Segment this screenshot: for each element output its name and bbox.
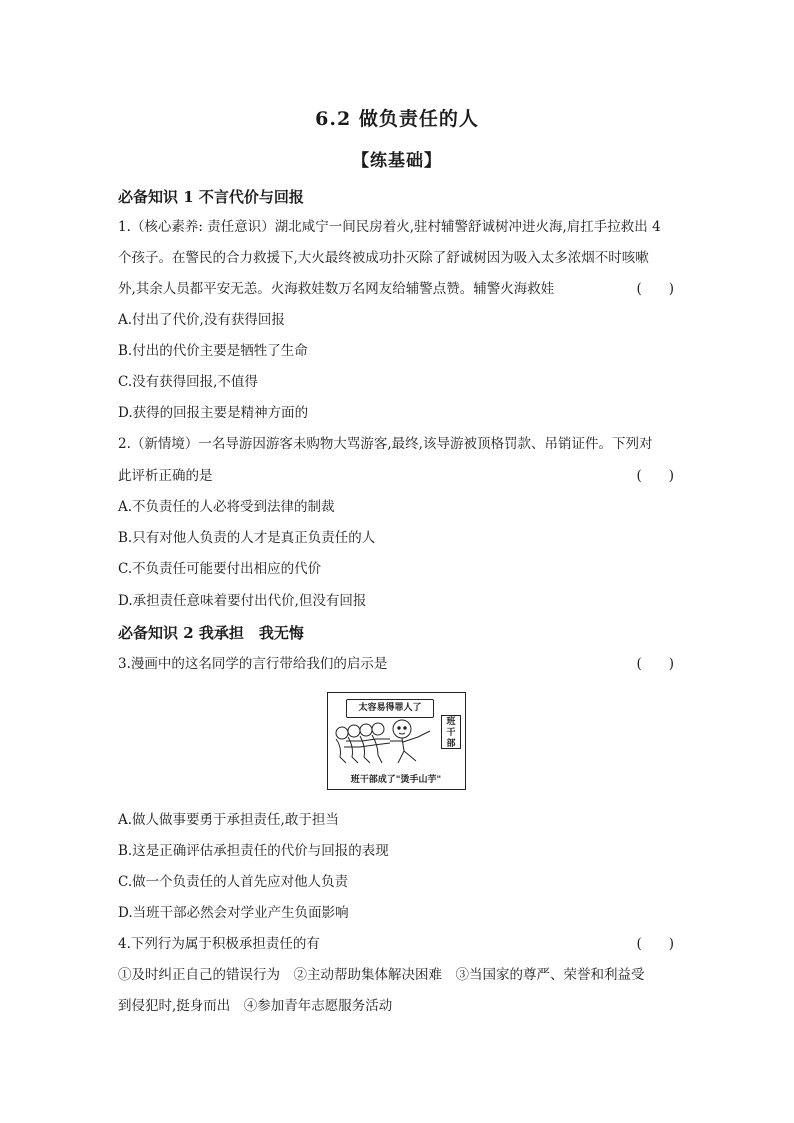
q2-option-a: A.不负责任的人必将受到法律的制裁 [118,499,335,515]
q3-option-d: D.当班干部必然会对学业产生负面影响 [118,905,349,921]
class-cadre-sign [441,715,461,749]
q1-option-b: B.付出的代价主要是牺牲了生命 [118,343,308,359]
q2-answer-blank: ( ) [636,468,674,484]
q1-line-1: 1.（核心素养: 责任意识）湖北咸宁一间民房着火,驻村辅警舒诚树冲进火海,肩扛手拉救出 4 [118,219,661,235]
q3-option-b: B.这是正确评估承担责任的代价与回报的表现 [118,843,389,859]
q1-option-d: D.获得的回报主要是精神方面的 [118,405,309,421]
cartoon-caption: 班干部成了"烫手山芋" [350,775,442,785]
q4-line-3: 到侵犯时,挺身而出 ④参加青年志愿服务活动 [118,998,393,1014]
sign-char-2: 干 [446,728,456,738]
q2-option-d: D.承担责任意味着要付出代价,但没有回报 [118,593,367,609]
section-heading-2: 必备知识 2 我承担 我无悔 [118,624,304,642]
q3-option-c: C.做一个负责任的人首先应对他人负责 [118,874,349,890]
q3-option-a: A.做人做事要勇于承担责任,敢于担当 [118,812,339,828]
speech-bubble: 太容易得罪人了 [346,699,434,718]
q3-line-1: 3.漫画中的这名同学的言行带给我们的启示是 [118,656,388,672]
cartoon-figures-icon [332,717,444,769]
q2-option-c: C.不负责任可能要付出相应的代价 [118,561,322,577]
q1-line-2: 个孩子。在警民的合力救援下,大火最终被成功扑灭除了舒诚树因为吸入太多浓烟不时咳嗽 [118,250,649,266]
page-subtitle: 【练基础】 [352,151,442,171]
q1-answer-blank: ( ) [636,281,674,297]
q3-answer-blank: ( ) [636,656,674,672]
q2-option-b: B.只有对他人负责的人才是真正负责任的人 [118,530,376,546]
q4-line-1: 4.下列行为属于积极承担责任的有 [118,936,320,952]
q2-line-2: 此评析正确的是 [118,468,213,484]
sign-char-1: 班 [446,717,456,727]
q1-line-3: 外,其余人员都平安无恙。火海救娃数万名网友给辅警点赞。辅警火海救娃 [118,281,555,297]
page-title: 6.2 做负责任的人 [315,108,479,130]
sign-char-3: 部 [446,739,456,749]
section-heading-1: 必备知识 1 不言代价与回报 [118,188,304,206]
q1-option-c: C.没有获得回报,不值得 [118,374,258,390]
q1-option-a: A.付出了代价,没有获得回报 [118,312,285,328]
q4-answer-blank: ( ) [636,936,674,952]
cartoon-illustration [327,692,466,790]
q4-line-2: ①及时纠正自己的错误行为 ②主动帮助集体解决困难 ③当国家的尊严、荣誉和利益受 [118,967,645,983]
q2-line-1: 2.（新情境）一名导游因游客未购物大骂游客,最终,该导游被顶格罚款、吊销证件。下列对 [118,436,653,452]
